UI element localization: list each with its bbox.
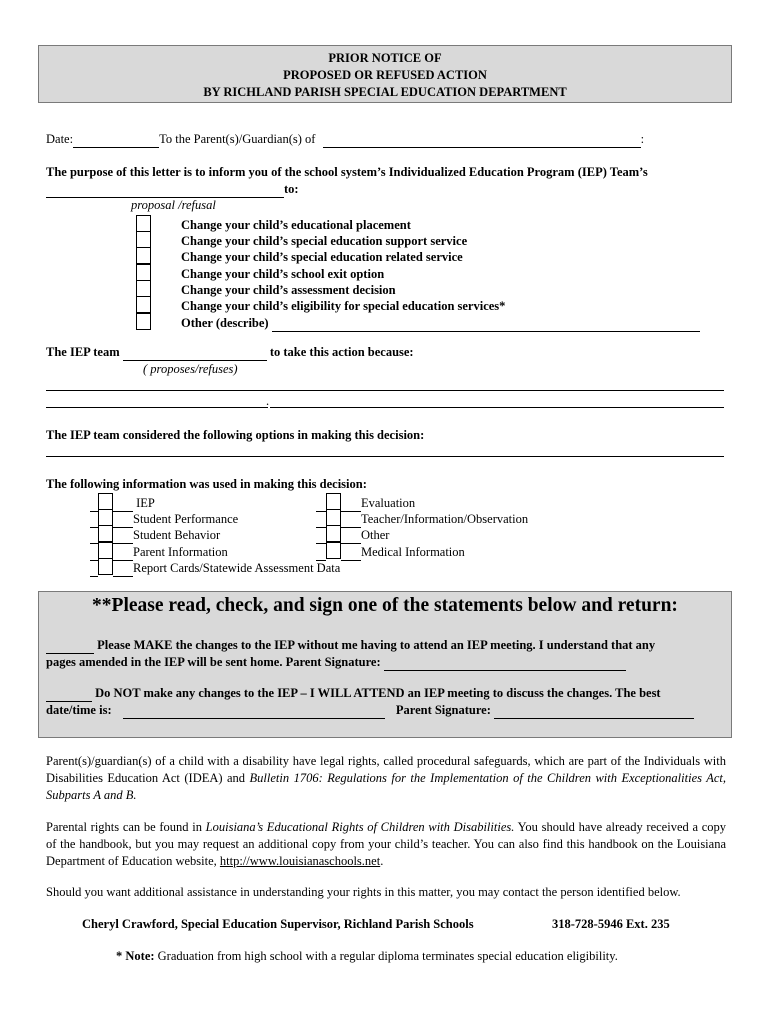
statement-1-signature-field[interactable] bbox=[384, 655, 626, 671]
iep-team-action: to take this action because: bbox=[269, 345, 414, 359]
info-iep-checkbox[interactable] bbox=[98, 493, 113, 510]
statement-1: Please MAKE the changes to the IEP without me having to attend an IEP meeting. I understand that any bbox=[46, 638, 655, 654]
reason-line-1[interactable] bbox=[46, 390, 724, 391]
purpose-to-line bbox=[46, 182, 299, 198]
info-student-behavior: Student Behavior bbox=[90, 525, 220, 544]
option-5-label: Change your child’s assessment decision bbox=[181, 283, 396, 297]
option-7 bbox=[136, 313, 700, 332]
info-student-performance-checkbox[interactable] bbox=[98, 509, 113, 526]
info-parent-information-checkbox[interactable] bbox=[98, 542, 113, 559]
graduation-note: * Note: Graduation from high school with a regular diploma terminates special education eligibility. bbox=[116, 949, 618, 963]
contact-name: Cheryl Crawford, Special Education Supervisor, Richland Parish Schools bbox=[82, 917, 474, 931]
contact-phone: 318-728-5946 Ext. 235 bbox=[552, 917, 670, 931]
iep-team-label: The IEP team bbox=[46, 345, 120, 359]
option-6-label: Change your child’s eligibility for special education services* bbox=[181, 299, 506, 313]
info-other: Other bbox=[316, 525, 389, 544]
info-parent-information: Parent Information bbox=[90, 542, 228, 561]
statement-2: Do NOT make any changes to the IEP – I WILL ATTEND an IEP meeting to discuss the changes. The best bbox=[46, 686, 661, 702]
rights-paragraph-2: Parental rights can be found in Louisiana’s Educational Rights of Children with Disabilities. You should have already received a copy of the handbook, but you may request an additional copy from your child’s teacher. You can also find this handbook on the Louisiana Department of Education website, http://www.louisianaschools.net. bbox=[46, 820, 726, 868]
info-medical-information: Medical Information bbox=[316, 542, 465, 561]
options-considered-label: The IEP team considered the following options in making this decision: bbox=[46, 428, 425, 442]
statement-2-line2: date/time is: Parent Signature: bbox=[46, 703, 694, 719]
option-6 bbox=[136, 296, 505, 314]
statement-1-check-field[interactable] bbox=[46, 638, 94, 654]
iep-team-line bbox=[46, 345, 414, 361]
statement-2-check-field[interactable] bbox=[46, 686, 92, 702]
info-report-cards-checkbox[interactable] bbox=[98, 558, 113, 575]
option-6-checkbox[interactable] bbox=[136, 296, 151, 313]
date-line bbox=[46, 132, 644, 148]
reason-period: . bbox=[266, 394, 270, 408]
option-3-label: Change your child’s special education related service bbox=[181, 250, 463, 264]
reason-line-2b[interactable] bbox=[270, 407, 724, 408]
option-4-label: Change your child’s school exit option bbox=[181, 267, 385, 281]
info-other-checkbox[interactable] bbox=[326, 525, 341, 542]
info-teacher-observation: Teacher/Information/Observation bbox=[316, 509, 528, 528]
statement-2-signature-field[interactable] bbox=[494, 703, 694, 719]
return-box-title: **Please read, check, and sign one of the statements below and return: bbox=[92, 595, 678, 616]
proposal-hint: proposal /refusal bbox=[131, 198, 216, 212]
info-iep: IEP bbox=[90, 493, 155, 512]
purpose-to: to: bbox=[284, 182, 299, 196]
date-label: Date: bbox=[46, 132, 74, 146]
option-4-checkbox[interactable] bbox=[136, 264, 151, 281]
info-evaluation: Evaluation bbox=[316, 493, 415, 512]
to-parent-label: To the Parent(s)/Guardian(s) of bbox=[159, 132, 316, 146]
info-teacher-observation-checkbox[interactable] bbox=[326, 509, 341, 526]
parent-name-field[interactable] bbox=[323, 132, 641, 148]
statement-2-datetime-field[interactable] bbox=[123, 703, 385, 719]
reason-line-2a[interactable] bbox=[46, 407, 268, 408]
header-title-1: PRIOR NOTICE OF bbox=[328, 51, 442, 65]
info-medical-information-checkbox[interactable] bbox=[326, 542, 341, 559]
header-title-3: BY RICHLAND PARISH SPECIAL EDUCATION DEPARTMENT bbox=[203, 85, 567, 99]
option-2-label: Change your child’s special education support service bbox=[181, 234, 468, 248]
option-5-checkbox[interactable] bbox=[136, 280, 151, 297]
option-1-checkbox[interactable] bbox=[136, 215, 151, 232]
purpose-text: The purpose of this letter is to inform you of the school system’s Individualized Education Program (IEP) Team’s bbox=[46, 165, 648, 179]
option-3 bbox=[136, 247, 463, 265]
option-7-checkbox[interactable] bbox=[136, 313, 151, 330]
header-title-2: PROPOSED OR REFUSED ACTION bbox=[283, 68, 487, 82]
proposal-refusal-field[interactable] bbox=[46, 182, 284, 198]
option-3-checkbox[interactable] bbox=[136, 247, 151, 264]
statement-1-line2: pages amended in the IEP will be sent home. Parent Signature: bbox=[46, 655, 626, 671]
rights-paragraph-3: Should you want additional assistance in understanding your rights in this matter, you may contact the person identified below. bbox=[46, 885, 681, 899]
ldoe-website-link[interactable]: http://www.louisianaschools.net bbox=[219, 854, 381, 868]
option-2-checkbox[interactable] bbox=[136, 231, 151, 248]
date-field[interactable] bbox=[73, 132, 159, 148]
proposes-refuses-hint: ( proposes/refuses) bbox=[143, 362, 238, 376]
info-evaluation-checkbox[interactable] bbox=[326, 493, 341, 510]
option-1-label: Change your child’s educational placement bbox=[181, 218, 411, 232]
colon: : bbox=[640, 132, 645, 146]
info-report-cards: Report Cards/Statewide Assessment Data bbox=[90, 558, 340, 577]
option-7-label: Other (describe) bbox=[181, 316, 269, 330]
header-box bbox=[38, 45, 732, 103]
info-student-performance: Student Performance bbox=[90, 509, 238, 528]
proposes-refuses-field[interactable] bbox=[123, 345, 267, 361]
options-considered-line[interactable] bbox=[46, 456, 724, 457]
info-used-label: The following information was used in making this decision: bbox=[46, 477, 367, 491]
info-student-behavior-checkbox[interactable] bbox=[98, 525, 113, 542]
rights-paragraph-1: Parent(s)/guardian(s) of a child with a disability have legal rights, called procedural safeguards, which are part of the Individuals with Disabilities Education Act (IDEA) and Bulletin 1706: Regulations for the Implementation of the Children with Exceptionalities Act, Subparts A and B. bbox=[46, 754, 726, 802]
other-describe-field[interactable] bbox=[272, 316, 700, 332]
